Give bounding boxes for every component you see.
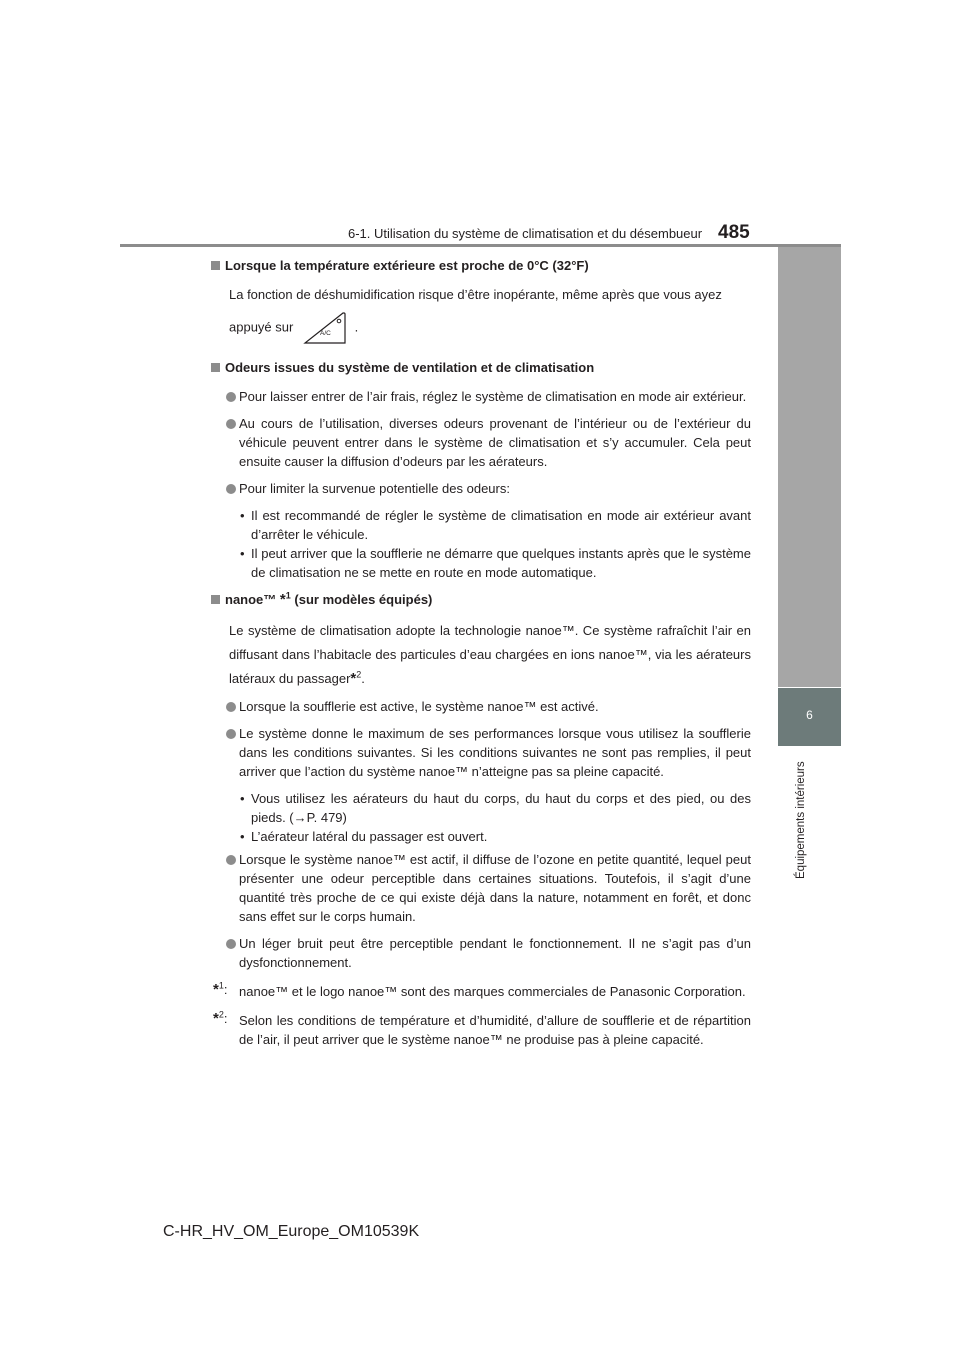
sub-list-item: • Vous utilisez les aérateurs du haut du corps, du haut du corps et des pied, ou des pieds. (→P. 479) bbox=[240, 791, 751, 825]
small-bullet-icon: • bbox=[240, 791, 245, 806]
footnote-2: *$^2$: Selon les conditions de température et d’humidité, d’allure de soufflerie et de répartition de l’air, il peut arriver que le système nanoe™ ne produise pas à pleine capacité. bbox=[213, 1009, 751, 1047]
footnote-1: *$^1$: nanoe™ et le logo nanoe™ sont des marques commerciales de Panasonic Corporation. bbox=[213, 980, 746, 999]
header-section-title: 6-1. Utilisation du système de climatisation et du désembueur bbox=[348, 226, 703, 241]
round-bullet-icon bbox=[226, 484, 236, 494]
list-item: Un léger bruit peut être perceptible pendant le fonctionnement. Il ne s’agit pas d’un dysfonctionnement. bbox=[211, 934, 751, 972]
round-bullet-icon bbox=[226, 855, 236, 865]
page-number: 485 bbox=[718, 222, 750, 243]
chapter-number: 6 bbox=[806, 708, 813, 722]
section-title-low-temp: Lorsque la température extérieure est proche de 0°C (32°F) bbox=[211, 256, 751, 275]
round-bullet-icon bbox=[226, 392, 236, 402]
square-bullet-icon bbox=[211, 363, 220, 372]
round-bullet-icon bbox=[226, 939, 236, 949]
round-bullet-icon bbox=[226, 702, 236, 712]
page-content bbox=[211, 256, 751, 1049]
ac-button-label: A/C bbox=[319, 330, 331, 337]
low-temp-paragraph bbox=[211, 285, 751, 304]
list-item: Lorsque la soufflerie est active, le système nanoe™ est activé. bbox=[211, 697, 751, 716]
list-item: Au cours de l’utilisation, diverses odeurs provenant de l’intérieur ou de l’extérieur du véhicule peuvent entrer dans le système de climatisation et s’y accumuler. Cela peut ensuite causer la diffusion d’odeurs par les aérateurs. bbox=[211, 414, 751, 471]
low-temp-text-line1: La fonction de déshumidification risque d’être inopérante, même après que vous ayez bbox=[229, 287, 722, 302]
list-item: Lorsque le système nanoe™ est actif, il diffuse de l’ozone en petite quantité, lequel peut présenter une odeur perceptible dans certaines situations. Toutefois, il s’agit d’une quantité très proche de ce qui existe déjà dans la nature, notamment en forêt, et donc sans effet sur le corps humain. bbox=[211, 850, 751, 926]
small-bullet-icon: • bbox=[240, 829, 245, 844]
list-item: Pour laisser entrer de l’air frais, réglez le système de climatisation en mode air extérieur. bbox=[211, 387, 751, 406]
square-bullet-icon bbox=[211, 595, 220, 604]
list-item: Le système donne le maximum de ses performances lorsque vous utilisez la soufflerie dans les conditions suivantes. Si les conditions suivantes ne sont pas remplies, il peut arriver que l’action du système nanoe™ n’atteigne pas sa pleine capacité. bbox=[211, 724, 751, 781]
square-bullet-icon bbox=[211, 261, 220, 270]
low-temp-text-before: appuyé sur bbox=[229, 319, 294, 335]
nanoe-paragraph: Le système de climatisation adopte la technologie nanoe™. Ce système rafraîchit l’air en diffusant dans l’habitacle des particules d’eau chargées en ions nanoe™, via les aérateurs latéraux du passager*$^2$. bbox=[229, 623, 751, 687]
small-bullet-icon: • bbox=[240, 508, 245, 523]
footnote-marker: *$^2$: bbox=[213, 1009, 228, 1027]
list-item: Pour limiter la survenue potentielle des odeurs: bbox=[211, 479, 751, 498]
section-title-odors: Odeurs issues du système de ventilation et de climatisation bbox=[211, 358, 751, 377]
chapter-tab[interactable] bbox=[778, 688, 841, 746]
chapter-label: Équipements intérieurs bbox=[795, 761, 807, 879]
round-bullet-icon bbox=[226, 729, 236, 739]
low-temp-text-after: . bbox=[354, 319, 359, 335]
footnote-marker: *$^1$: bbox=[213, 980, 228, 998]
sub-list-item: • L’aérateur latéral du passager est ouvert. bbox=[240, 829, 488, 844]
ac-button-icon bbox=[303, 312, 347, 344]
round-bullet-icon bbox=[226, 419, 236, 429]
side-tab-background bbox=[778, 247, 841, 687]
chapter-label-container bbox=[795, 757, 809, 877]
sub-list-item: • Il est recommandé de régler le système de climatisation en mode air extérieur avant d’arrêter le véhicule. bbox=[240, 508, 751, 542]
header-divider bbox=[120, 244, 841, 247]
low-temp-paragraph-line2 bbox=[211, 312, 751, 344]
document-id: C-HR_HV_OM_Europe_OM10539K bbox=[163, 1223, 420, 1240]
small-bullet-icon: • bbox=[240, 546, 245, 561]
sub-list-item: • Il peut arriver que la soufflerie ne démarre que quelques instants après que le système de climatisation ne se mette en route en mode automatique. bbox=[240, 546, 751, 580]
section-title-nanoe: nanoe™ *$^1$ (sur modèles équipés) bbox=[211, 590, 751, 609]
